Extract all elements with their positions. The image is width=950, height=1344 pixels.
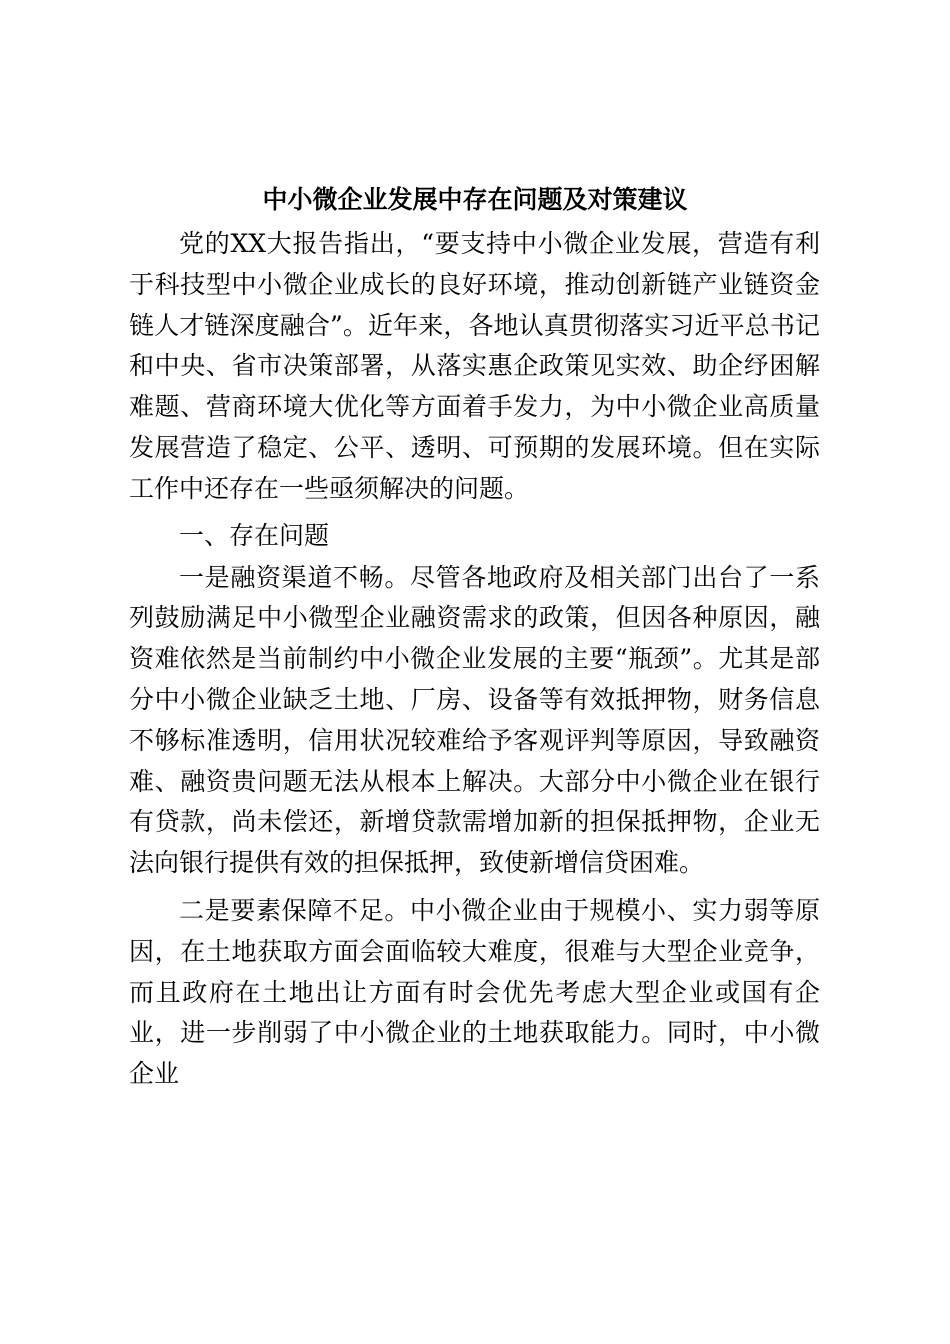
paragraph-financing: 一是融资渠道不畅。尽管各地政府及相关部门出台了一系列鼓励满足中小微型企业融资需求的政策，但因各种原因，融资难依然是当前制约中小微企业发展的主要“瓶颈”。尤其是部分中小微企业缺乏土地、厂房、设备等有效抵押物，财务信息不够标准透明，信用状况较难给予客观评判等原因，导致融资难、融资贵问题无法从根本上解决。大部分中小微企业在银行有贷款，尚未偿还，新增贷款需增加新的担保抵押物，企业无法向银行提供有效的担保抵押，致使新增信贷困难。 bbox=[129, 562, 820, 878]
document-title: 中小微企业发展中存在问题及对策建议 bbox=[262, 185, 688, 214]
section-heading: 一、存在问题 bbox=[179, 520, 330, 550]
paragraph-factors: 二是要素保障不足。中小微企业由于规模小、实力弱等原因，在土地获取方面会面临较大难度，很难与大型企业竞争，而且政府在土地出让方面有时会优先考虑大型企业或国有企业，进一步削弱了中小微企业的土地获取能力。同时，中小微企业 bbox=[129, 895, 820, 1089]
intro-paragraph: 党的XX大报告指出，“要支持中小微企业发展，营造有利于科技型中小微企业成长的良好环境，推动创新链产业链资金链人才链深度融合”。近年来，各地认真贯彻落实习近平总书记和中央、省市决策部署，从落实惠企政策见实效、助企纾困解难题、营商环境大优化等方面着手发力，为中小微企业高质量发展营造了稳定、公平、透明、可预期的发展环境。但在实际工作中还存在一些亟须解决的问题。 bbox=[129, 229, 820, 503]
document-body bbox=[129, 224, 820, 1095]
